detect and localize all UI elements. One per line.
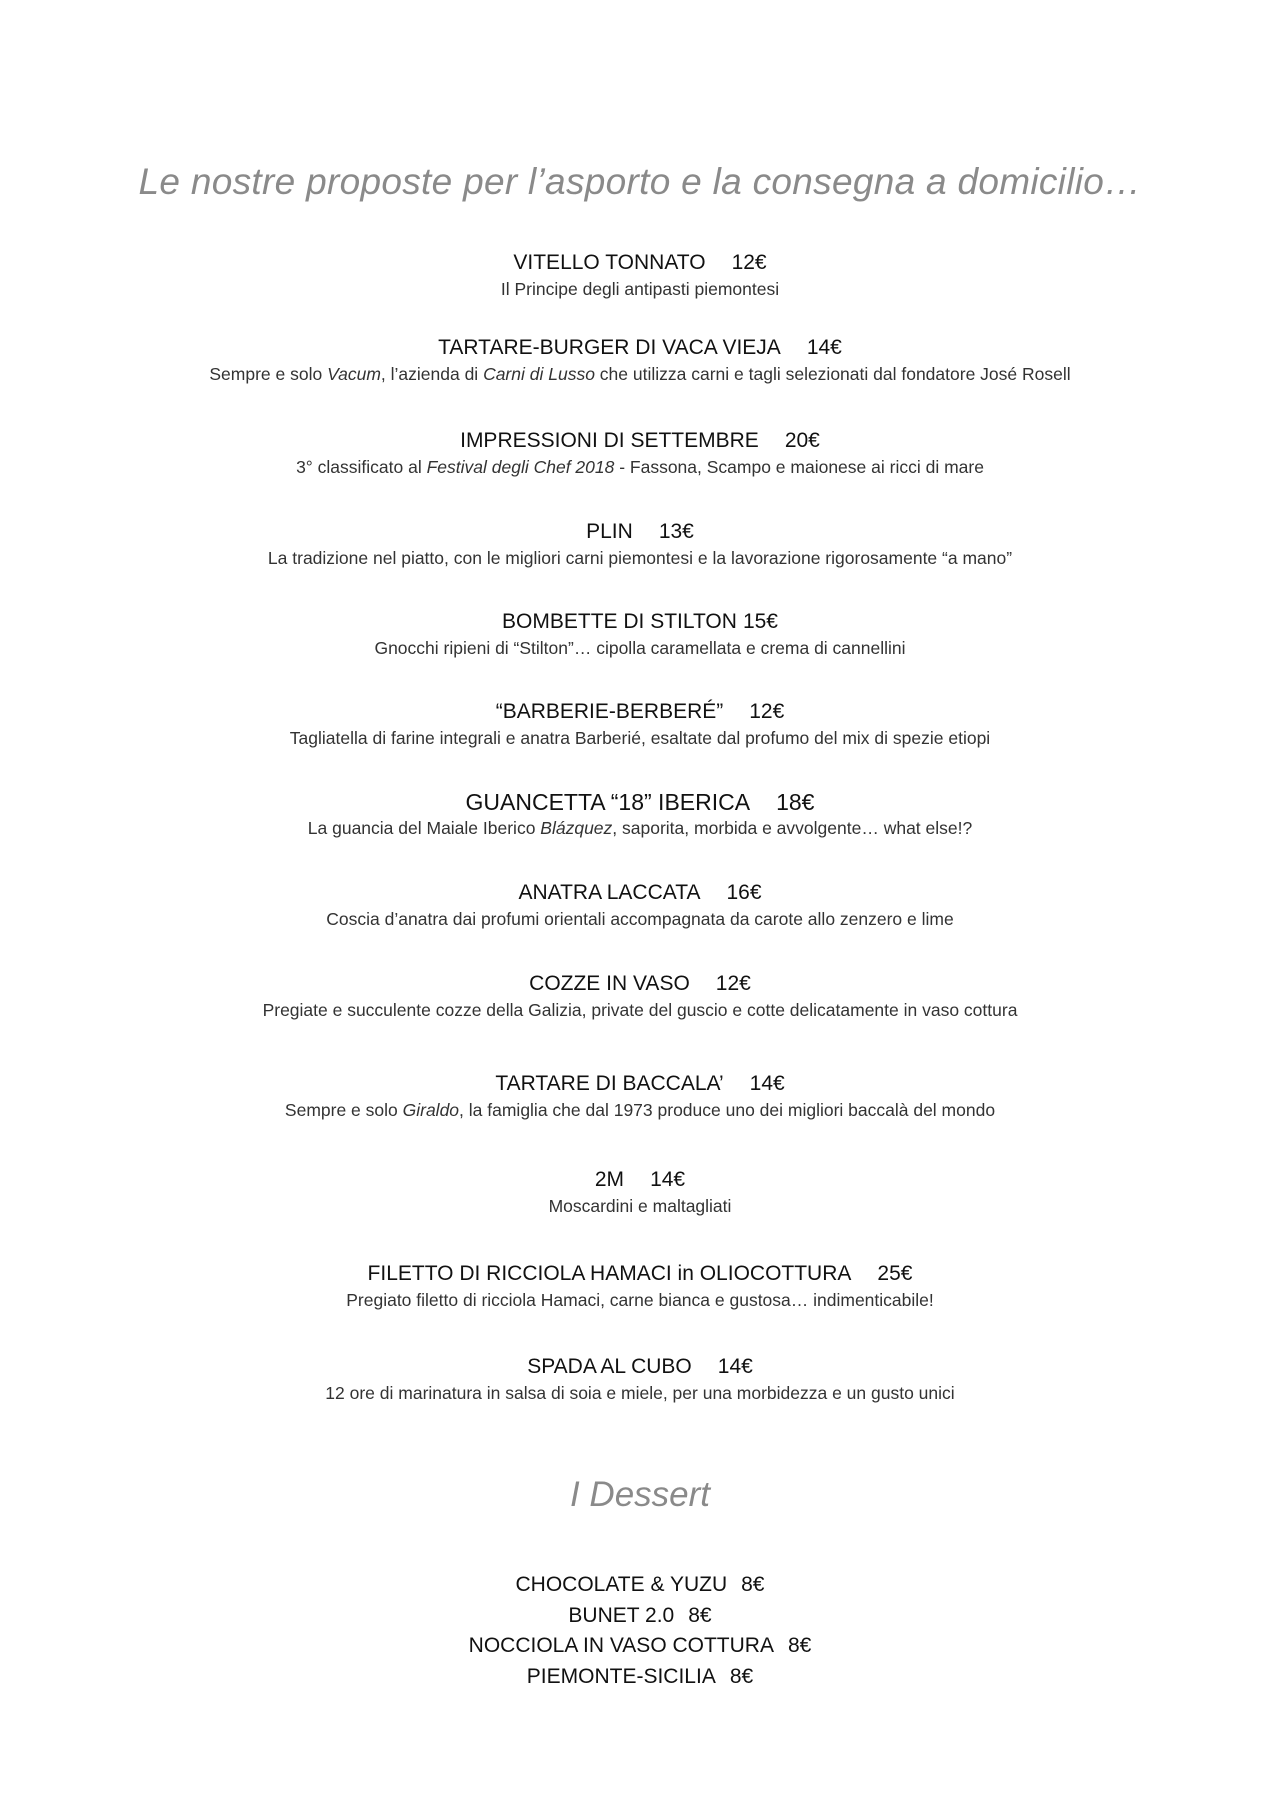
menu-item [0,971,1280,1022]
menu-item-price: 13€ [658,520,694,543]
menu-item-description [0,546,1280,570]
menu-item [0,519,1280,570]
menu-item-name: PLIN [586,520,633,543]
menu-item-description [0,455,1280,479]
menu-item-title [0,1167,1280,1193]
menu-item-name: COZZE IN VASO [529,972,690,995]
menu-item-price: 20€ [784,429,820,452]
menu-item-description [0,277,1280,301]
menu-item-title [0,1261,1280,1287]
dessert-price: 8€ [729,1664,754,1688]
menu-item-price: 16€ [726,881,762,904]
page-title: Le nostre proposte per l’asporto e la consegna a domicilio… [138,161,1142,202]
description-emphasis: Carni di Lusso [483,364,595,384]
menu-item-description [0,1098,1280,1122]
menu-item [0,1261,1280,1312]
description-text: , la famiglia che dal 1973 produce uno dei migliori baccalà del mondo [459,1100,996,1120]
menu-item-price: 15€ [742,610,778,633]
dessert-name: BUNET 2.0 [568,1603,675,1627]
description-text: Sempre e solo [284,1100,403,1120]
description-text: Moscardini e maltagliati [548,1196,732,1216]
dessert-price: 8€ [741,1573,765,1596]
dessert-list [0,1570,1280,1692]
menu-item-name: VITELLO TONNATO [513,251,706,274]
dessert-name: CHOCOLATE & YUZU [515,1573,728,1596]
menu-item [0,789,1280,840]
description-emphasis: Festival degli Chef 2018 [426,457,615,477]
dessert-price: 8€ [787,1634,812,1657]
menu-item-title [0,519,1280,545]
description-text: Coscia d’anatra dai profumi orientali accompagnata da carote allo zenzero e lime [326,909,954,929]
menu-item-title [0,789,1280,815]
menu-item-name: GUANCETTA “18” IBERICA [465,789,751,815]
menu-item-description [0,907,1280,931]
menu-item-price: 18€ [776,789,815,815]
description-emphasis: Blázquez [540,818,613,838]
menu-item-price: 14€ [717,1355,753,1378]
menu-item-title [0,880,1280,906]
menu-item-description [0,816,1280,840]
dessert-name: PIEMONTE-SICILIA [526,1664,716,1688]
description-text: 3° classificato al [296,457,427,477]
menu-item-description [0,998,1280,1022]
menu-item-description [0,1194,1280,1218]
menu-item-title [0,335,1280,361]
description-text: La tradizione nel piatto, con le migliori carni piemontesi e la lavorazione rigorosamente “a mano” [267,548,1013,568]
menu-item [0,609,1280,660]
menu-item-name: FILETTO DI RICCIOLA HAMACI in OLIOCOTTURA [367,1262,852,1285]
menu-item-name: ANATRA LACCATA [518,881,701,904]
menu-item-price: 14€ [806,336,842,359]
menu-item [0,250,1280,301]
description-text: La guancia del Maiale Iberico [307,818,541,838]
menu-item-price: 14€ [749,1072,785,1095]
menu-item-description [0,362,1280,386]
dessert-item [0,1601,1280,1632]
description-text: Gnocchi ripieni di “Stilton”… cipolla caramellata e crema di cannellini [374,638,906,658]
menu-item-name: 2M [594,1168,625,1191]
description-text: 12 ore di marinatura in salsa di soia e miele, per una morbidezza e un gusto unici [325,1383,955,1403]
menu-item-price: 12€ [731,251,767,274]
menu-item-name: SPADA AL CUBO [527,1355,692,1378]
menu-item-description [0,1288,1280,1312]
dessert-title: I Dessert [569,1475,711,1514]
menu-item-name: “BARBERIE-BERBERÉ” [495,700,724,723]
menu-item-name: BOMBETTE DI STILTON [502,610,737,633]
menu-item-title [0,699,1280,725]
menu-item-title [0,1354,1280,1380]
description-text: Pregiate e succulente cozze della Galizia, private del guscio e cotte delicatamente in vaso cottura [262,1000,1018,1020]
description-text: - Fassona, Scampo e maionese ai ricci di mare [614,457,984,477]
menu-item [0,699,1280,750]
menu-item-name: TARTARE-BURGER DI VACA VIEJA [438,336,781,359]
menu-item [0,880,1280,931]
description-emphasis: Giraldo [402,1100,460,1120]
menu-item-description [0,636,1280,660]
description-text: che utilizza carni e tagli selezionati dal fondatore José Rosell [594,364,1071,384]
dessert-price: 8€ [688,1603,712,1627]
menu-item-title [0,609,1280,635]
description-text: , l’azienda di [380,364,484,384]
description-emphasis: Vacum [327,364,381,384]
dessert-item [0,1631,1280,1662]
description-text: , saporita, morbida e avvolgente… what else!? [612,818,973,838]
menu-item-title [0,250,1280,276]
menu-item [0,335,1280,386]
menu-item-description [0,726,1280,750]
menu-item-price: 12€ [715,972,751,995]
menu-item [0,1354,1280,1405]
description-text: Sempre e solo [209,364,328,384]
menu-item-name: TARTARE DI BACCALA’ [495,1072,724,1095]
description-text: Tagliatella di farine integrali e anatra Barberié, esaltate dal profumo del mix di spezie etiopi [289,728,991,748]
menu-item-price: 25€ [877,1262,913,1285]
menu-item-price: 12€ [749,700,785,723]
dessert-item [0,1662,1280,1693]
menu-item-title [0,428,1280,454]
menu-item-name: IMPRESSIONI DI SETTEMBRE [460,429,759,452]
menu-item-title [0,1071,1280,1097]
description-text: Pregiato filetto di ricciola Hamaci, carne bianca e gustosa… indimenticabile! [346,1290,934,1310]
dessert-item [0,1570,1280,1601]
menu-item-price: 14€ [650,1168,686,1191]
menu-item-description [0,1381,1280,1405]
dessert-name: NOCCIOLA IN VASO COTTURA [468,1634,774,1657]
menu-item [0,1167,1280,1218]
menu-item [0,1071,1280,1122]
menu-item [0,428,1280,479]
description-text: Il Principe degli antipasti piemontesi [500,279,780,299]
menu-item-title [0,971,1280,997]
